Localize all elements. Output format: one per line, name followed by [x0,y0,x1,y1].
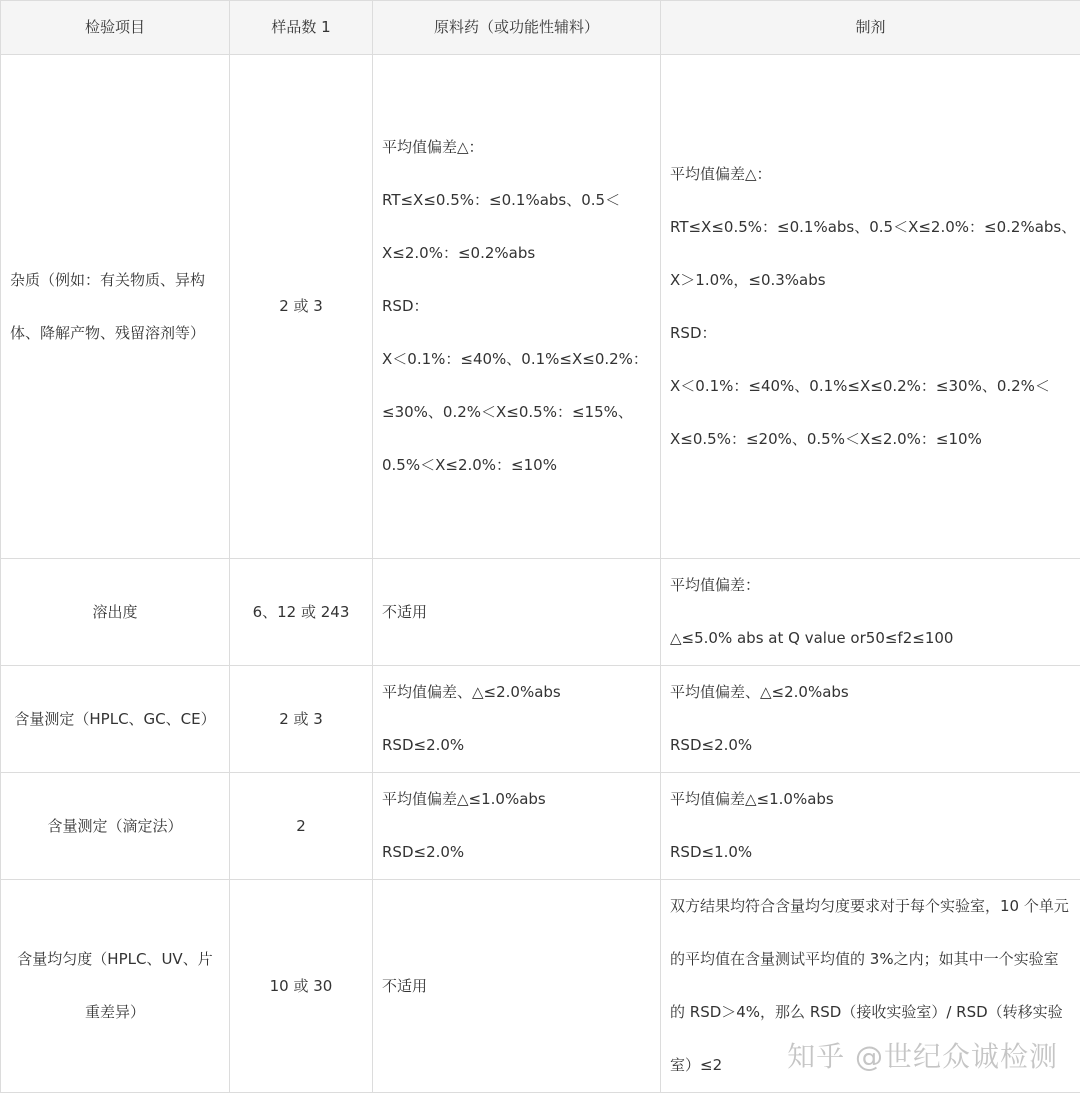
zhihu-watermark: 知乎 @世纪众诚检测 [787,1040,1058,1073]
row-api-cell [373,559,661,666]
row-api-line: 平均值偏差、△≤2.0%abs [382,683,561,701]
row-preparation-line: 平均值偏差△： [670,164,772,183]
row-preparation-line: RSD≤2.0% [670,736,753,754]
row-preparation-cell [661,559,1080,666]
row-samples-cell: 6、12 或 243 [230,559,373,666]
header-api: 原料药（或功能性辅料） [373,1,661,55]
row-api-line: 平均值偏差△≤1.0%abs [382,790,546,808]
row-preparation-line: X≤0.5%：≤20%、0.5%＜X≤2.0%：≤10% [670,429,982,448]
row-preparation-cell [661,773,1080,880]
row-preparation-line: △≤5.0% abs at Q value or50≤f2≤100 [670,629,954,647]
row-preparation-line: 平均值偏差、△≤2.0%abs [670,683,849,701]
row-item-cell [1,666,230,773]
row-api-line: RSD≤2.0% [382,736,465,754]
row-samples-cell: 2 或 3 [230,55,373,559]
row-api-line: X＜0.1%：≤40%、0.1%≤X≤0.2%： [382,350,648,368]
row-api-line: X≤2.0%：≤0.2%abs [382,244,536,262]
row-item-line: 重差异） [84,1003,145,1021]
row-api-cell [373,55,661,559]
row-preparation-line: 室）≤2 [670,1056,723,1074]
table-row [1,666,1080,773]
header-samples: 样品数 1 [230,1,373,55]
table-row [1,773,1080,880]
row-item-line: 溶出度 [92,602,138,621]
row-preparation-cell [661,55,1080,559]
row-preparation-line: X＜0.1%：≤40%、0.1%≤X≤0.2%：≤30%、0.2%＜ [670,376,1050,395]
header-item: 检验项目 [1,1,230,55]
row-preparation-line: RSD： [670,323,717,342]
row-item-line: 含量均匀度（HPLC、UV、片 [17,950,213,968]
row-api-line: RSD： [382,297,429,315]
row-preparation-line: 的平均值在含量测试平均值的 3%之内；如其中一个实验室 [670,950,1059,968]
table-row [1,55,1080,559]
row-api-line: 不适用 [382,976,428,995]
row-item-line: 含量测定（HPLC、GC、CE） [14,709,216,728]
row-api-cell [373,880,661,1093]
row-preparation-cell [661,666,1080,773]
row-api-line: ≤30%、0.2%＜X≤0.5%：≤15%、 [382,403,633,421]
row-api-line: RSD≤2.0% [382,843,465,861]
row-preparation-line: RT≤X≤0.5%：≤0.1%abs、0.5＜X≤2.0%：≤0.2%abs、 [670,217,1077,236]
row-samples-cell: 10 或 30 [230,880,373,1093]
row-item-line: 杂质（例如：有关物质、异构 [10,270,206,289]
row-item-line: 体、降解产物、残留溶剂等） [10,323,206,342]
row-api-line: 不适用 [382,602,428,621]
row-item-cell [1,773,230,880]
header-preparation: 制剂 [661,1,1080,55]
row-samples-cell: 2 或 3 [230,666,373,773]
row-api-cell [373,773,661,880]
row-api-line: 0.5%＜X≤2.0%：≤10% [382,456,557,474]
row-samples-cell: 2 [230,773,373,880]
row-item-cell [1,559,230,666]
row-preparation-line: RSD≤1.0% [670,843,753,861]
row-preparation-line: 的 RSD＞4%，那么 RSD（接收实验室）/ RSD（转移实验 [670,1003,1063,1021]
row-preparation-line: 平均值偏差： [670,576,761,594]
row-api-line: 平均值偏差△： [382,138,484,156]
table-row [1,559,1080,666]
row-api-line: RT≤X≤0.5%：≤0.1%abs、0.5＜ [382,191,621,209]
row-item-cell [1,880,230,1093]
header-row [1,1,1080,55]
row-preparation-line: 平均值偏差△≤1.0%abs [670,790,834,808]
row-item-line: 含量测定（滴定法） [47,816,183,835]
row-item-cell [1,55,230,559]
row-api-cell [373,666,661,773]
row-preparation-line: X＞1.0%，≤0.3%abs [670,270,826,289]
row-preparation-line: 双方结果均符合含量均匀度要求对于每个实验室，10 个单元 [670,897,1069,915]
